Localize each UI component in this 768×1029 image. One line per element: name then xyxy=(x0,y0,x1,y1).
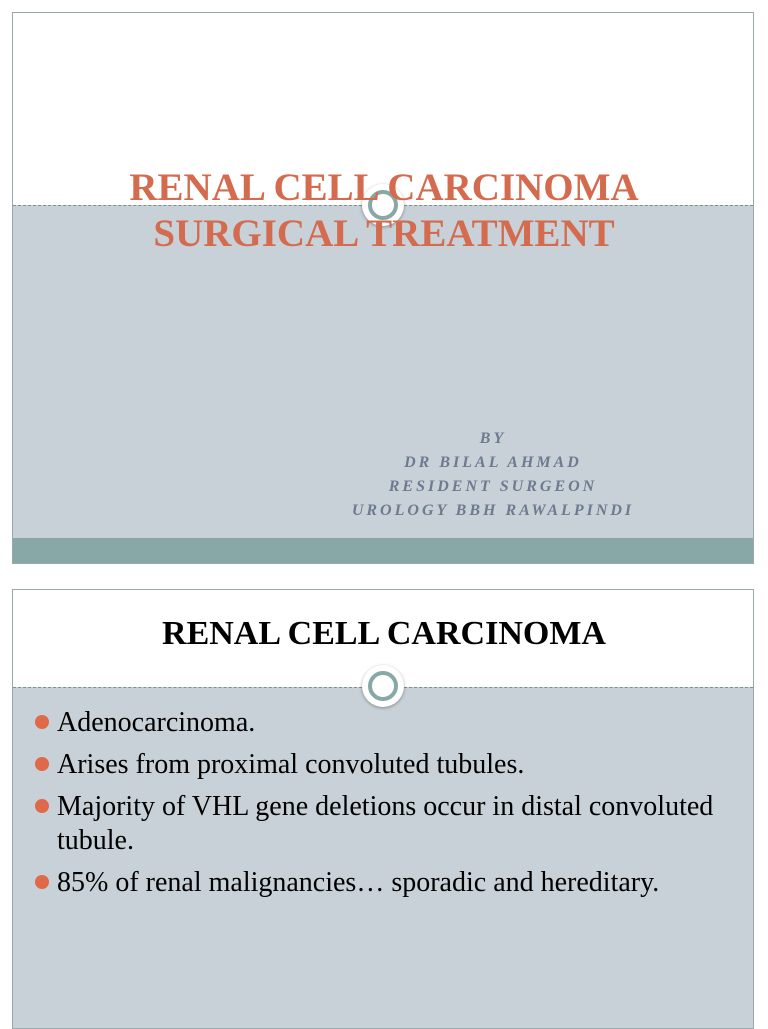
author-byline xyxy=(313,427,673,523)
bullet-dot-icon xyxy=(35,875,49,889)
byline-line: DR BILAL AHMAD xyxy=(404,454,582,471)
bullet-list xyxy=(35,706,735,908)
bullet-dot-icon xyxy=(35,757,49,771)
bullet-dot-icon xyxy=(35,715,49,729)
list-item xyxy=(35,790,735,858)
content-slide xyxy=(12,589,754,1029)
bullet-dot-icon xyxy=(35,799,49,813)
circle-ring-icon xyxy=(362,665,404,707)
bullet-text: 85% of renal malignancies… sporadic and hereditary. xyxy=(57,867,660,898)
list-item xyxy=(35,706,735,740)
list-item xyxy=(35,866,735,900)
byline-line: RESIDENT SURGEON xyxy=(388,478,598,495)
title-line: RENAL CELL CARCINOMA xyxy=(129,166,639,209)
slide-title xyxy=(13,165,754,257)
list-item xyxy=(35,748,735,782)
byline-line: UROLOGY BBH RAWALPINDI xyxy=(351,502,635,519)
byline-line: BY xyxy=(479,430,507,447)
footer-band xyxy=(13,538,753,564)
bullet-text: Arises from proximal convoluted tubules. xyxy=(57,749,525,780)
bullet-text: Adenocarcinoma. xyxy=(57,707,256,738)
slide-title: RENAL CELL CARCINOMA xyxy=(162,615,606,652)
title-line: SURGICAL TREATMENT xyxy=(153,212,615,255)
title-slide xyxy=(12,12,754,564)
bullet-text: Majority of VHL gene deletions occur in distal convoluted tubule. xyxy=(57,791,714,856)
